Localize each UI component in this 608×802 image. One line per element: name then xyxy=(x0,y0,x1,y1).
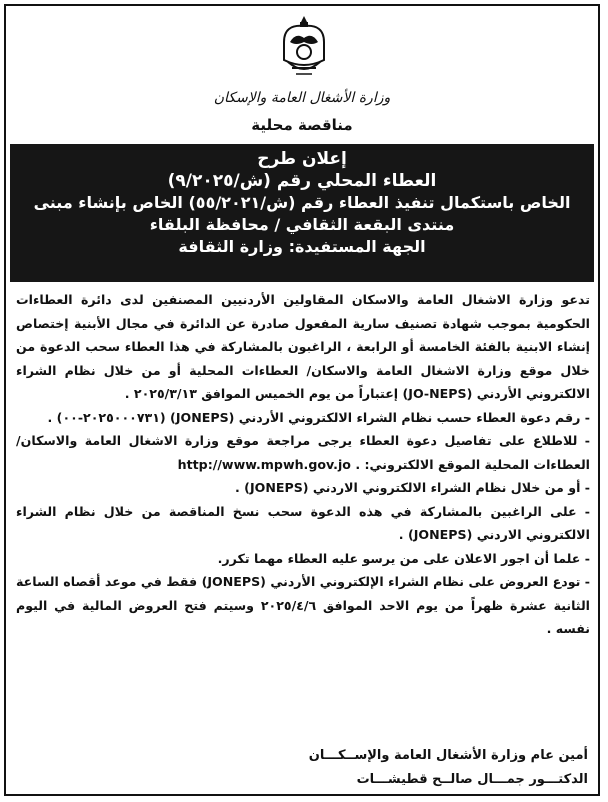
tender-announcement xyxy=(4,4,600,796)
list-item: - تودع العروض على نظام الشراء الإلكتروني الأردني (JONEPS) فقط في موعد أقصاه الساعة الثانية عشرة ظهراً من يوم الاحد الموافق ٢٠٢٥/٤/٦ وسيتم فتح العروض المالية في اليوم نفسه . xyxy=(16,574,590,636)
signatory-title: أمين عام وزارة الأشغال العامة والإســكـــان xyxy=(308,748,588,763)
project-location: منتدى البقعة الثقافي / محافظة البلقاء xyxy=(149,215,455,234)
list-item: - على الراغبين بالمشاركة في هذه الدعوة سحب نسخ المناقصة من خلال نظام الشراء الالكتروني الاردني (JONEPS) . xyxy=(16,503,590,542)
announcement-body xyxy=(16,288,590,641)
banner-title: إعلان طرح xyxy=(257,149,347,169)
signatory-name: الدكتـــور جمـــال صالــح قطيشـــات xyxy=(356,772,588,787)
beneficiary: الجهة المستفيدة: وزارة الثقافة xyxy=(178,237,426,256)
website-link[interactable]: http://www.mpwh.gov.jo . xyxy=(177,456,361,472)
signature-block xyxy=(309,744,588,792)
list-item: - علما أن اجور الاعلان على من يرسو عليه العطاء مهما تكرر. xyxy=(217,550,590,566)
ministry-name: وزارة الأشغال العامة والإسكان xyxy=(213,90,391,106)
tender-type-heading: مناقصة محلية xyxy=(251,116,353,134)
announcement-banner xyxy=(10,144,594,282)
tender-subject: الخاص باستكمال تنفيذ العطاء رقم (ش/٥٥/٢٠٢١) الخاص بإنشاء مبنى xyxy=(33,193,571,212)
list-item: - رقم دعوة العطاء حسب نظام الشراء الالكتروني الأردني (JONEPS) (٢٠٢٥٠٠٠٧٣١-٠٠) . xyxy=(47,409,590,425)
list-item-text: - للاطلاع على تفاصيل دعوة العطاء يرجى مراجعة موقع وزارة الاشغال العامة والاسكان/العطاءات المحلية الموقع الالكتروني: xyxy=(16,433,590,472)
jordan-coat-of-arms-icon xyxy=(274,12,334,82)
list-item xyxy=(16,429,590,476)
list-item: - أو من خلال نظام الشراء الالكتروني الاردني (JONEPS) . xyxy=(235,480,590,495)
intro-paragraph: تدعو وزارة الاشغال العامة والاسكان المقاولين الأردنيين المصنفين لدى دائرة العطاءات الحكومية بموجب شهادة تصنيف سارية المفعول صادرة عن الدائرة في مجال الأبنية إختصاص إنشاء الابنية بالفئة الخامسة أو الرابعة ، الراغبون بالمشاركة في هذا العطاء سحب الدعوة من خلال موقع وزارة الاشغال العامة والاسكان/ العطاءات المحلية أو من خلال نظام الشراء الالكتروني الأردني (JO-NEPS) إعتباراً من يوم الخميس الموافق ٢٠٢٥/٣/١٣ . xyxy=(16,292,590,401)
tender-number: العطاء المحلي رقم (ش/٩/٢٠٢٥) xyxy=(167,171,437,191)
